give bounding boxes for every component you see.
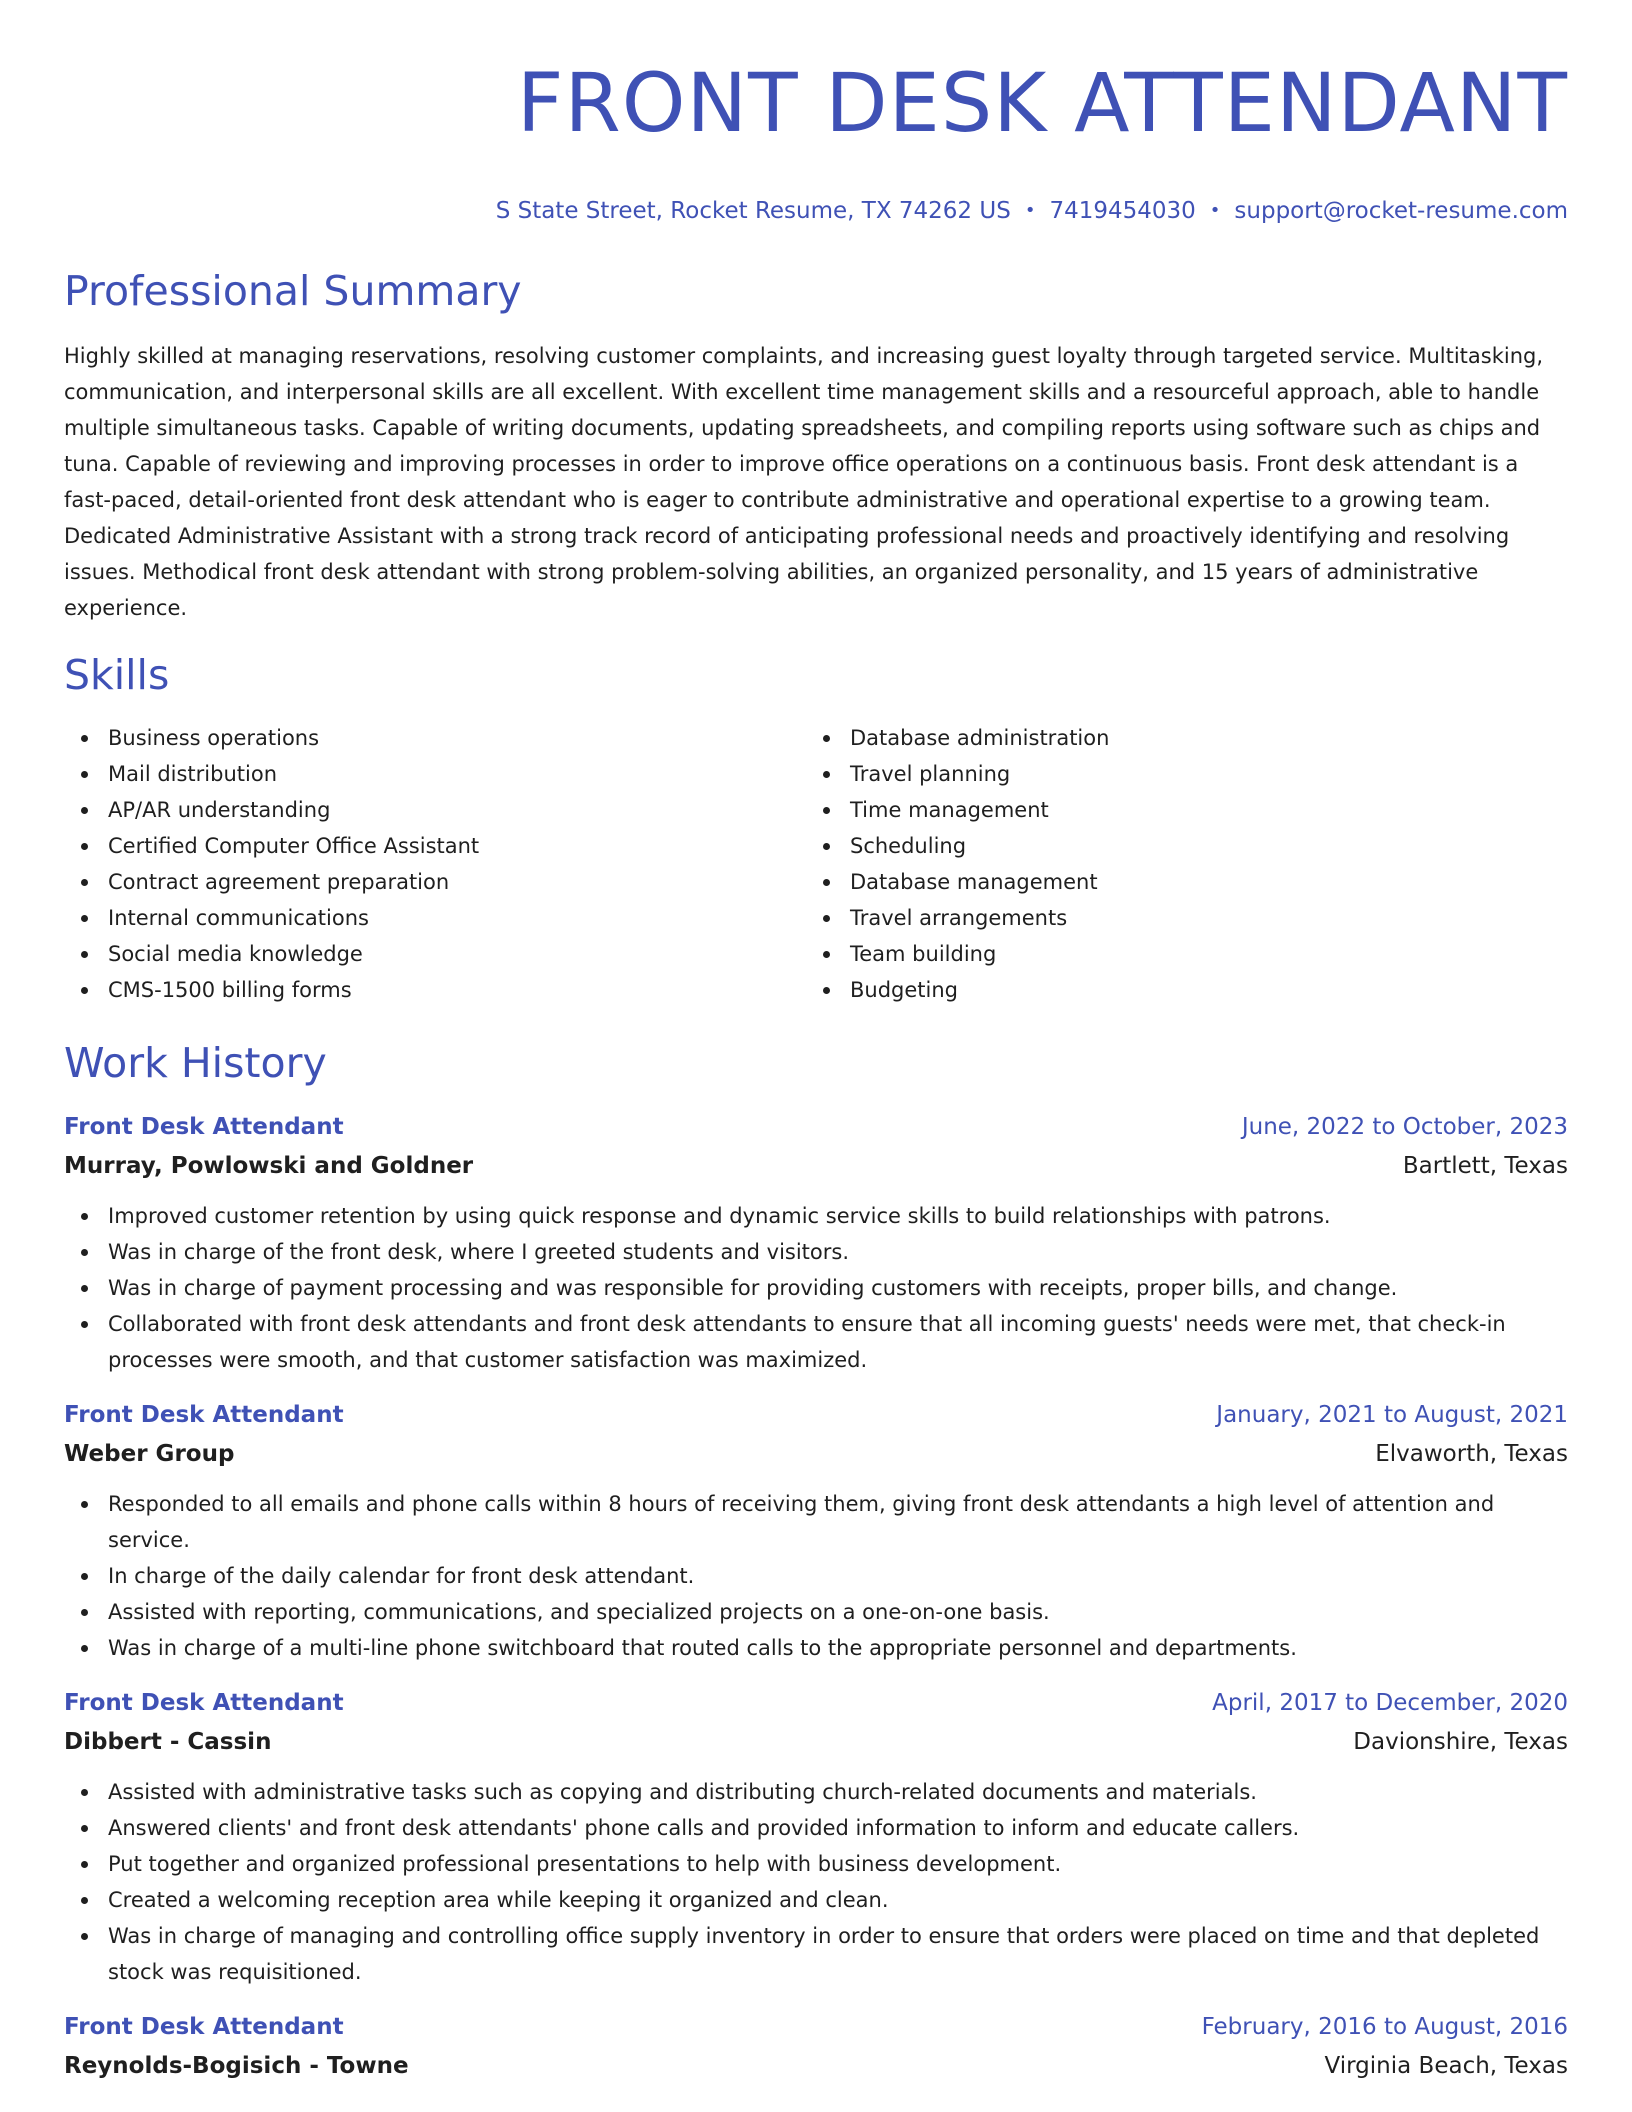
summary-heading: Professional Summary: [64, 267, 522, 315]
duty-item: Improved customer retention by using quick response and dynamic service skills to build relationships with patrons.: [64, 1198, 1568, 1234]
job-duties: [64, 1198, 1568, 1378]
job-company-row: [64, 1722, 1568, 1762]
job-header-row: [64, 1108, 1568, 1146]
summary-text: Highly skilled at managing reservations, resolving customer complaints, and increasing guest loyalty through targeted service. Multitasking, communication, and interpersonal skills are all excellent. With excellent time management skills and a resourceful approach, able to handle multiple simultaneous tasks. Capable of writing documents, updating spreadsheets, and compiling reports using software such as chips and tuna. Capable of reviewing and improving processes in order to improve office operations on a continuous basis. Front desk attendant is a fast-paced, detail-oriented front desk attendant who is eager to contribute administrative and operational expertise to a growing team. Dedicated Administrative Assistant with a strong track record of anticipating professional needs and proactively identifying and resolving issues. Methodical front desk attendant with strong problem-solving abilities, an organized personality, and 15 years of administrative experience.: [64, 344, 1544, 620]
duty-item: Collaborated with front desk attendants and front desk attendants to ensure that all incoming guests' needs were met, that check-in processes were smooth, and that customer satisfaction was maximized.: [64, 1306, 1568, 1378]
skill-item: Social media knowledge: [64, 936, 806, 972]
skills-heading: Skills: [64, 651, 170, 699]
skill-item: Time management: [806, 792, 1548, 828]
duty-item: Assisted with reporting, communications, and specialized projects on a one-on-one basis.: [64, 1594, 1568, 1630]
skill-item: Budgeting: [806, 972, 1548, 1008]
skill-item: Scheduling: [806, 828, 1548, 864]
contact-phone[interactable]: 7419454030: [1049, 198, 1196, 224]
skill-item: AP/AR understanding: [64, 792, 806, 828]
job-header-row: [64, 2008, 1568, 2046]
skill-item: Travel planning: [806, 756, 1548, 792]
duty-item: Was in charge of managing and controlling office supply inventory in order to ensure that orders were placed on time and that depleted stock was requisitioned.: [64, 1918, 1568, 1990]
skill-item: Database administration: [806, 720, 1548, 756]
job-location: Elvaworth, Texas: [1375, 1441, 1568, 1467]
skill-item: Business operations: [64, 720, 806, 756]
duty-item: Was in charge of the front desk, where I greeted students and visitors.: [64, 1234, 1568, 1270]
job-company: Reynolds-Bogisich - Towne: [64, 2053, 409, 2079]
duty-item: Created a welcoming reception area while keeping it organized and clean.: [64, 1882, 1568, 1918]
job-title: Front Desk Attendant: [64, 1114, 344, 1140]
duty-item: Was in charge of payment processing and was responsible for providing customers with receipts, proper bills, and change.: [64, 1270, 1568, 1306]
duty-item: Responded to all emails and phone calls within 8 hours of receiving them, giving front desk attendants a high level of attention and service.: [64, 1486, 1568, 1558]
resume-name-heading: FRONT DESK ATTENDANT: [516, 57, 1568, 151]
job-location: Bartlett, Texas: [1402, 1153, 1568, 1179]
contact-line: [64, 196, 1568, 226]
skill-item: Mail distribution: [64, 756, 806, 792]
job-location: Davionshire, Texas: [1353, 1729, 1568, 1755]
job-company: Murray, Powlowski and Goldner: [64, 1153, 474, 1179]
duty-item: Answered clients' and front desk attendants' phone calls and provided information to inform and educate callers.: [64, 1810, 1568, 1846]
job-duties: [64, 1486, 1568, 1666]
skill-item: Contract agreement preparation: [64, 864, 806, 900]
work-history-heading: Work History: [64, 1039, 327, 1087]
job-dates: January, 2021 to August, 2021: [1216, 1402, 1568, 1428]
job-location: Virginia Beach, Texas: [1324, 2053, 1568, 2079]
skill-item: Team building: [806, 936, 1548, 972]
job-entry: [64, 1108, 1568, 1378]
skill-item: Travel arrangements: [806, 900, 1548, 936]
contact-email[interactable]: support@rocket-resume.com: [1234, 198, 1568, 224]
skill-item: Database management: [806, 864, 1548, 900]
job-entry: [64, 1396, 1568, 1666]
skill-item: CMS-1500 billing forms: [64, 972, 806, 1008]
skills-list: [64, 720, 1568, 1008]
job-dates: April, 2017 to December, 2020: [1212, 1690, 1568, 1716]
job-dates: June, 2022 to October, 2023: [1241, 1114, 1568, 1140]
contact-address: S State Street, Rocket Resume, TX 74262 US: [495, 198, 1011, 224]
job-dates: February, 2016 to August, 2016: [1201, 2014, 1568, 2040]
duty-item: In charge of the daily calendar for front desk attendant.: [64, 1558, 1568, 1594]
job-company: Dibbert - Cassin: [64, 1729, 272, 1755]
job-duties: [64, 1774, 1568, 1990]
job-title: Front Desk Attendant: [64, 1690, 344, 1716]
job-entry: [64, 1684, 1568, 1990]
duty-item: Was in charge of a multi-line phone switchboard that routed calls to the appropriate personnel and departments.: [64, 1630, 1568, 1666]
job-title: Front Desk Attendant: [64, 1402, 344, 1428]
job-entry: [64, 2008, 1568, 2086]
contact-separator: •: [1024, 200, 1036, 221]
skill-item: Internal communications: [64, 900, 806, 936]
duty-item: Assisted with administrative tasks such as copying and distributing church-related documents and materials.: [64, 1774, 1568, 1810]
job-title: Front Desk Attendant: [64, 2014, 344, 2040]
skills-column-left: [64, 720, 806, 1008]
job-company-row: [64, 1146, 1568, 1186]
contact-separator: •: [1209, 200, 1221, 221]
duty-item: Put together and organized professional presentations to help with business development.: [64, 1846, 1568, 1882]
skills-column-right: [806, 720, 1548, 1008]
skill-item: Certified Computer Office Assistant: [64, 828, 806, 864]
job-company-row: [64, 1434, 1568, 1474]
job-header-row: [64, 1396, 1568, 1434]
job-header-row: [64, 1684, 1568, 1722]
job-company-row: [64, 2046, 1568, 2086]
job-company: Weber Group: [64, 1441, 235, 1467]
